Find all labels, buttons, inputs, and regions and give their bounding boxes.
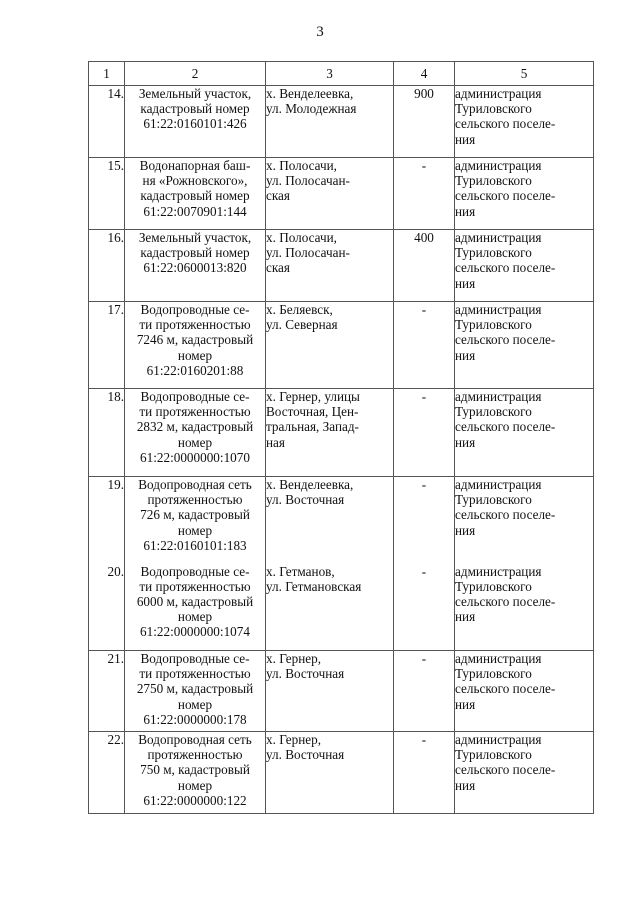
object-address (266, 389, 394, 477)
object-address-line: х. Гетманов, (266, 563, 335, 579)
object-name-line: кадастровый номер (140, 188, 250, 204)
object-owner-line: администрация (455, 563, 542, 579)
object-owner (455, 158, 594, 230)
object-name-line: номер (177, 777, 213, 793)
object-name-line: 61:22:0160101:183 (143, 537, 247, 553)
object-address-line: ул. Полосачан- (266, 173, 350, 189)
object-owner (455, 477, 594, 564)
object-area: 900 (394, 86, 455, 158)
object-address-line: ул. Молодежная (266, 101, 357, 117)
object-name-line: 61:22:0000000:122 (143, 792, 247, 808)
object-name-line: номер (177, 434, 213, 450)
object-address (266, 564, 394, 651)
object-address (266, 302, 394, 389)
object-address-line: х. Гернер, улицы (266, 389, 360, 404)
row-number: 19. (89, 477, 125, 564)
object-name-line: Водонапорная баш- (139, 158, 251, 173)
header-col-3: 3 (266, 62, 394, 86)
object-name-line: протяженностью (147, 747, 243, 763)
object-address (266, 86, 394, 158)
object-name (125, 732, 266, 814)
object-name (125, 302, 266, 389)
object-owner-line: сельского поселе- (455, 507, 556, 523)
object-owner-line: ния (455, 609, 476, 625)
object-area: 400 (394, 230, 455, 302)
object-address (266, 732, 394, 814)
object-name (125, 230, 266, 302)
object-address-line: ул. Восточная (266, 492, 345, 508)
table-row (89, 389, 594, 477)
object-owner-line: Туриловского (455, 492, 532, 508)
header-col-2: 2 (125, 62, 266, 86)
object-address-line: ная (266, 434, 285, 450)
row-number: 17. (89, 302, 125, 389)
object-address-line: х. Полосачи, (266, 230, 337, 245)
object-address (266, 651, 394, 732)
object-address-line: ская (266, 260, 290, 276)
row-number: 22. (89, 732, 125, 814)
object-owner-line: Туриловского (455, 666, 532, 682)
object-address (266, 477, 394, 564)
row-number: 14. (89, 86, 125, 158)
object-name-line: Земельный участок, (138, 86, 252, 101)
object-owner-line: Туриловского (455, 747, 532, 763)
object-owner-line: ния (455, 347, 476, 363)
object-address-line: Восточная, Цен- (266, 404, 359, 420)
object-name-line: 2832 м, кадастровый (136, 419, 254, 435)
object-owner-line: сельского поселе- (455, 188, 556, 204)
object-owner-line: Туриловского (455, 173, 532, 189)
object-address-line: ул. Северная (266, 317, 338, 333)
object-area: - (394, 302, 455, 389)
object-name-line: Водопроводная сеть (138, 477, 252, 492)
object-owner-line: ния (455, 696, 476, 712)
row-number: 20. (89, 564, 125, 651)
object-name-line: 2750 м, кадастровый (136, 681, 254, 697)
object-area: - (394, 564, 455, 651)
object-owner-line: администрация (455, 732, 542, 747)
object-address-line: х. Гернер, (266, 732, 322, 747)
object-address (266, 230, 394, 302)
object-owner-line: администрация (455, 651, 542, 666)
object-name (125, 564, 266, 651)
object-name-line: Водопроводные се- (140, 389, 250, 404)
object-name-line: протяженностью (147, 492, 243, 508)
object-owner-line: сельского поселе- (455, 116, 556, 132)
object-area: - (394, 651, 455, 732)
object-name-line: ти протяженностью (139, 317, 251, 333)
header-col-1: 1 (89, 62, 125, 86)
object-name-line: 7246 м, кадастровый (136, 332, 254, 348)
object-name-line: ти протяженностью (139, 578, 251, 594)
object-name (125, 477, 266, 564)
object-name-line: 61:22:0600013:820 (143, 260, 247, 276)
object-owner-line: ния (455, 434, 476, 450)
object-name-line: номер (177, 347, 213, 363)
object-owner (455, 651, 594, 732)
object-owner-line: администрация (455, 86, 542, 101)
object-address-line: ская (266, 188, 290, 204)
object-owner-line: ния (455, 131, 476, 147)
table-row (89, 86, 594, 158)
page-number: 3 (316, 24, 324, 40)
header-col-5: 5 (455, 62, 594, 86)
object-owner-line: сельского поселе- (455, 762, 556, 778)
object-owner-line: администрация (455, 477, 542, 492)
object-address-line: х. Беляевск, (266, 302, 333, 317)
object-name (125, 158, 266, 230)
object-owner-line: Туриловского (455, 578, 532, 594)
row-number: 18. (89, 389, 125, 477)
object-name-line: ня «Рожновского», (142, 173, 248, 189)
object-name-line: Водопроводные се- (140, 563, 250, 579)
object-owner (455, 564, 594, 651)
header-col-4: 4 (394, 62, 455, 86)
object-owner-line: администрация (455, 230, 542, 245)
object-name-line: 61:22:0070901:144 (143, 203, 247, 219)
object-owner-line: сельского поселе- (455, 332, 556, 348)
object-owner-line: администрация (455, 389, 542, 404)
object-owner-line: сельского поселе- (455, 593, 556, 609)
object-name-line: 726 м, кадастровый (140, 507, 250, 523)
row-number: 16. (89, 230, 125, 302)
object-name-line: номер (177, 522, 213, 538)
object-area: - (394, 732, 455, 814)
object-area: - (394, 389, 455, 477)
object-owner (455, 86, 594, 158)
object-owner (455, 230, 594, 302)
object-owner (455, 302, 594, 389)
table-row (89, 732, 594, 814)
object-name-line: 750 м, кадастровый (140, 762, 250, 778)
object-name (125, 651, 266, 732)
object-name-line: Земельный участок, (138, 230, 252, 245)
object-owner-line: Туриловского (455, 245, 532, 261)
object-name-line: номер (177, 696, 213, 712)
object-name-line: кадастровый номер (140, 101, 250, 117)
object-name-line: 6000 м, кадастровый (136, 593, 254, 609)
object-owner-line: Туриловского (455, 317, 532, 333)
object-owner-line: ния (455, 522, 476, 538)
object-name-line: 61:22:0160101:426 (143, 116, 247, 132)
object-owner-line: ния (455, 203, 476, 219)
object-address-line: ул. Гетмановская (266, 578, 362, 594)
object-owner-line: Туриловского (455, 404, 532, 420)
object-name-line: ти протяженностью (139, 666, 251, 682)
object-name-line: номер (177, 609, 213, 625)
object-owner-line: ния (455, 777, 476, 793)
object-address (266, 158, 394, 230)
table-row (89, 651, 594, 732)
object-area: - (394, 158, 455, 230)
object-name-line: Водопроводная сеть (138, 732, 252, 747)
object-name-line: 61:22:0000000:1070 (140, 449, 250, 465)
table-row (89, 230, 594, 302)
object-owner (455, 389, 594, 477)
object-address-line: тральная, Запад- (266, 419, 359, 435)
object-owner-line: сельского поселе- (455, 681, 556, 697)
table-row (89, 158, 594, 230)
object-owner (455, 732, 594, 814)
header-row (89, 62, 594, 86)
object-owner-line: ния (455, 275, 476, 291)
object-name-line: кадастровый номер (140, 245, 250, 261)
object-address-line: х. Гернер, (266, 651, 322, 666)
object-name-line: 61:22:0000000:178 (143, 711, 247, 727)
object-name-line: ти протяженностью (139, 404, 251, 420)
object-address-line: ул. Восточная (266, 666, 345, 682)
object-owner-line: Туриловского (455, 101, 532, 117)
table-row (89, 302, 594, 389)
object-owner-line: сельского поселе- (455, 260, 556, 276)
object-name-line: 61:22:0000000:1074 (140, 624, 250, 640)
table-row (89, 564, 594, 651)
object-name-line: 61:22:0160201:88 (146, 362, 244, 378)
object-address-line: ул. Восточная (266, 747, 345, 763)
property-table (88, 61, 594, 814)
object-name (125, 86, 266, 158)
object-name-line: Водопроводные се- (140, 302, 250, 317)
object-address-line: х. Венделеевка, (266, 477, 354, 492)
row-number: 21. (89, 651, 125, 732)
object-owner-line: администрация (455, 302, 542, 317)
object-name-line: Водопроводные се- (140, 651, 250, 666)
object-address-line: х. Полосачи, (266, 158, 337, 173)
object-area: - (394, 477, 455, 564)
row-number: 15. (89, 158, 125, 230)
object-owner-line: администрация (455, 158, 542, 173)
table-row (89, 477, 594, 564)
object-address-line: ул. Полосачан- (266, 245, 350, 261)
object-owner-line: сельского поселе- (455, 419, 556, 435)
object-address-line: х. Венделеевка, (266, 86, 354, 101)
object-name (125, 389, 266, 477)
